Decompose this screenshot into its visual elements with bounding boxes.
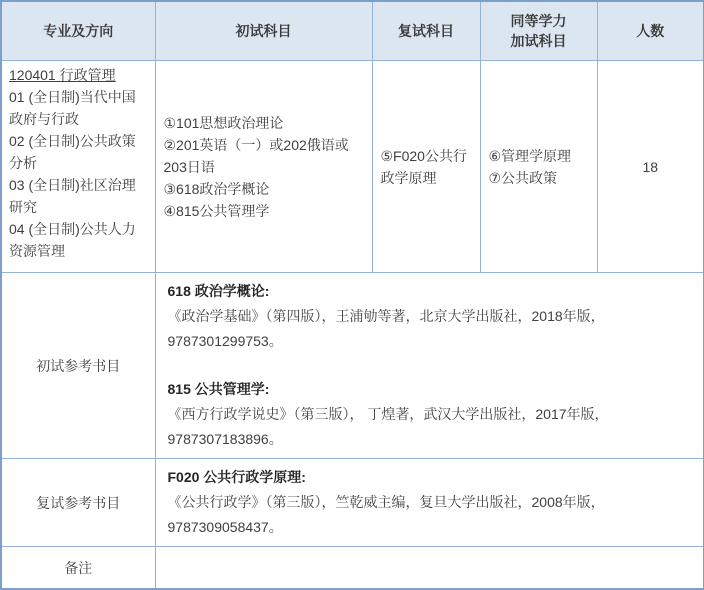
header-initial-subjects-label: 初试科目 — [235, 23, 292, 39]
header-count-label: 人数 — [636, 23, 665, 39]
initial-refs-content-cell — [155, 273, 704, 459]
header-initial-subjects — [155, 1, 372, 61]
major-direction: 02 (全日制)公共政策分析 — [9, 133, 136, 171]
ref-entry-title: 618 政治学概论: — [167, 283, 270, 299]
ref-entry — [168, 465, 692, 540]
equiv-subject: ⑥管理学原理 — [488, 147, 572, 164]
header-major-label: 专业及方向 — [43, 23, 114, 39]
major-direction: 01 (全日制)当代中国政府与行政 — [9, 89, 136, 127]
retest-refs-row — [1, 459, 704, 547]
ref-entry — [168, 377, 692, 452]
header-retest-subjects-label: 复试科目 — [398, 23, 454, 39]
ref-entry-title: F020 公共行政学原理: — [167, 469, 306, 485]
major-direction: 03 (全日制)社区治理研究 — [9, 177, 136, 215]
header-retest-subjects — [372, 1, 480, 61]
notes-row — [1, 547, 704, 590]
header-count — [597, 1, 704, 61]
initial-subject: ③618政治学概论 — [163, 180, 270, 197]
retest-refs-label-cell — [1, 459, 155, 547]
retest-refs-label: 复试参考书目 — [36, 494, 121, 511]
initial-refs-label: 初试参考书目 — [36, 357, 121, 374]
header-major — [1, 1, 155, 61]
notes-label: 备注 — [64, 559, 93, 576]
table-header-row — [1, 1, 704, 61]
program-row — [1, 61, 704, 273]
admission-count: 18 — [642, 158, 659, 175]
notes-label-cell — [1, 547, 155, 590]
ref-entry-title: 815 公共管理学: — [167, 381, 270, 397]
initial-refs-label-cell — [1, 273, 155, 459]
major-code-link[interactable]: 120401 行政管理 — [9, 67, 116, 83]
major-cell — [1, 61, 155, 273]
ref-entry-detail: 《政治学基础》（第四版），王浦劬等著，北京大学出版社，2018年版，9787301299753。 — [167, 308, 605, 349]
retest-subjects-cell — [372, 61, 480, 273]
retest-refs-content-cell — [155, 459, 704, 547]
header-equiv-line2: 加试科目 — [510, 33, 567, 49]
header-equiv-subjects — [480, 1, 597, 61]
ref-entry-detail: 《西方行政学说史》（第三版）， 丁煌著，武汉大学出版社，2017年版，9787307183896。 — [167, 406, 609, 447]
initial-refs-row — [1, 273, 704, 459]
count-cell — [597, 61, 704, 273]
initial-subject: ②201英语（一）或202俄语或203日语 — [163, 136, 349, 175]
equiv-subject: ⑦公共政策 — [488, 169, 558, 186]
ref-entry-detail: 《公共行政学》（第三版），竺乾威主编，复旦大学出版社，2008年版，9787309058437。 — [167, 494, 605, 535]
major-direction: 04 (全日制)公共人力资源管理 — [9, 221, 136, 259]
header-equiv-line1: 同等学力 — [510, 13, 567, 29]
initial-subjects-cell — [155, 61, 372, 273]
initial-subject: ④815公共管理学 — [163, 202, 270, 219]
initial-subject: ①101思想政治理论 — [163, 114, 284, 131]
equiv-subjects-cell — [480, 61, 597, 273]
ref-entry — [168, 279, 692, 354]
retest-subject: ⑤F020公共行政学原理 — [380, 147, 467, 186]
notes-content-cell — [155, 547, 704, 590]
